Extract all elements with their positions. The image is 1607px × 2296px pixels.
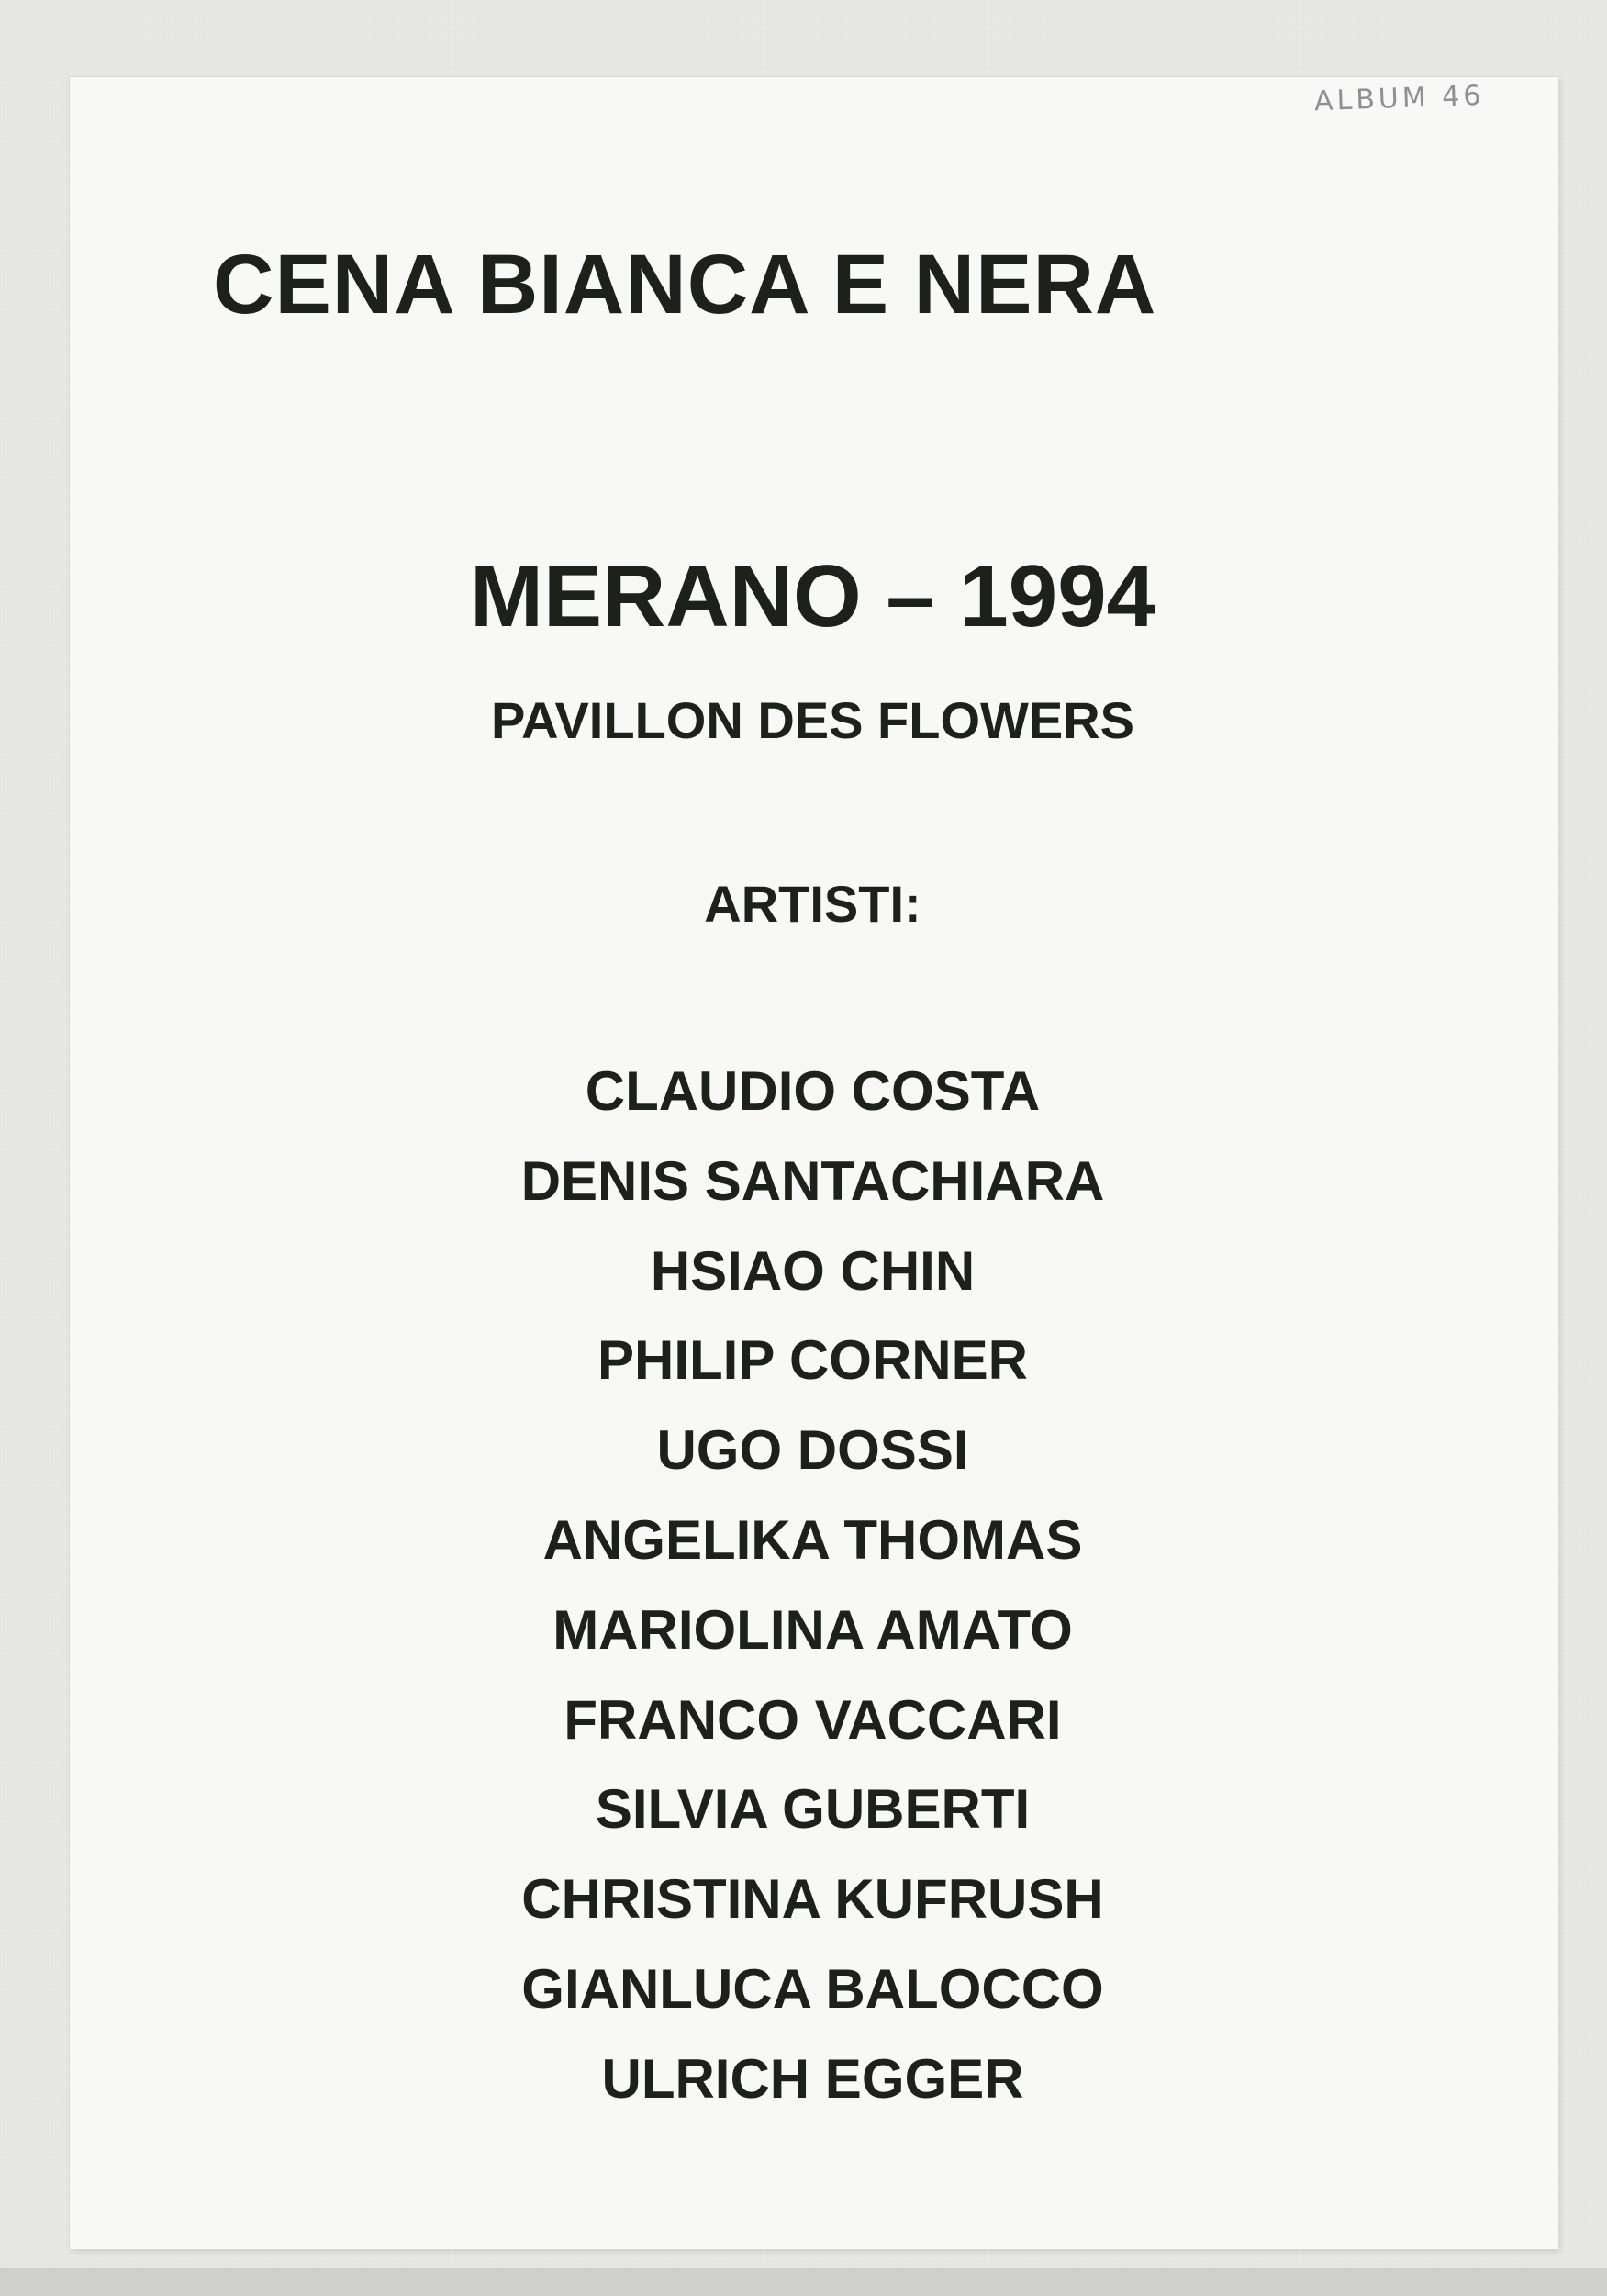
artist-name: PHILIP CORNER (597, 1329, 1028, 1392)
artist-list (0, 1047, 1607, 2124)
artist-name: ANGELIKA THOMAS (542, 1508, 1083, 1571)
artist-name: DENIS SANTACHIARA (520, 1149, 1105, 1212)
venue-name: PAVILLON DES FLOWERS (490, 691, 1135, 749)
document-title: CENA BIANCA E NERA (213, 238, 1157, 331)
event-place-year: MERANO – 1994 (470, 547, 1155, 645)
artist-name: ULRICH EGGER (601, 2047, 1024, 2110)
artist-name: HSIAO CHIN (650, 1239, 976, 1302)
artist-name: MARIOLINA AMATO (552, 1598, 1073, 1661)
artist-name: UGO DOSSI (656, 1419, 969, 1482)
scanner-edge-strip (0, 2268, 1607, 2296)
artist-name: CLAUDIO COSTA (585, 1060, 1041, 1122)
artist-name: CHRISTINA KUFRUSH (521, 1868, 1104, 1931)
artist-name: GIANLUCA BALOCCO (521, 1957, 1104, 2020)
artists-heading: ARTISTI: (704, 875, 921, 933)
artist-name: SILVIA GUBERTI (595, 1778, 1031, 1841)
handwritten-album-note: ALBUM 46 (1313, 79, 1485, 118)
artist-name: FRANCO VACCARI (564, 1688, 1062, 1751)
